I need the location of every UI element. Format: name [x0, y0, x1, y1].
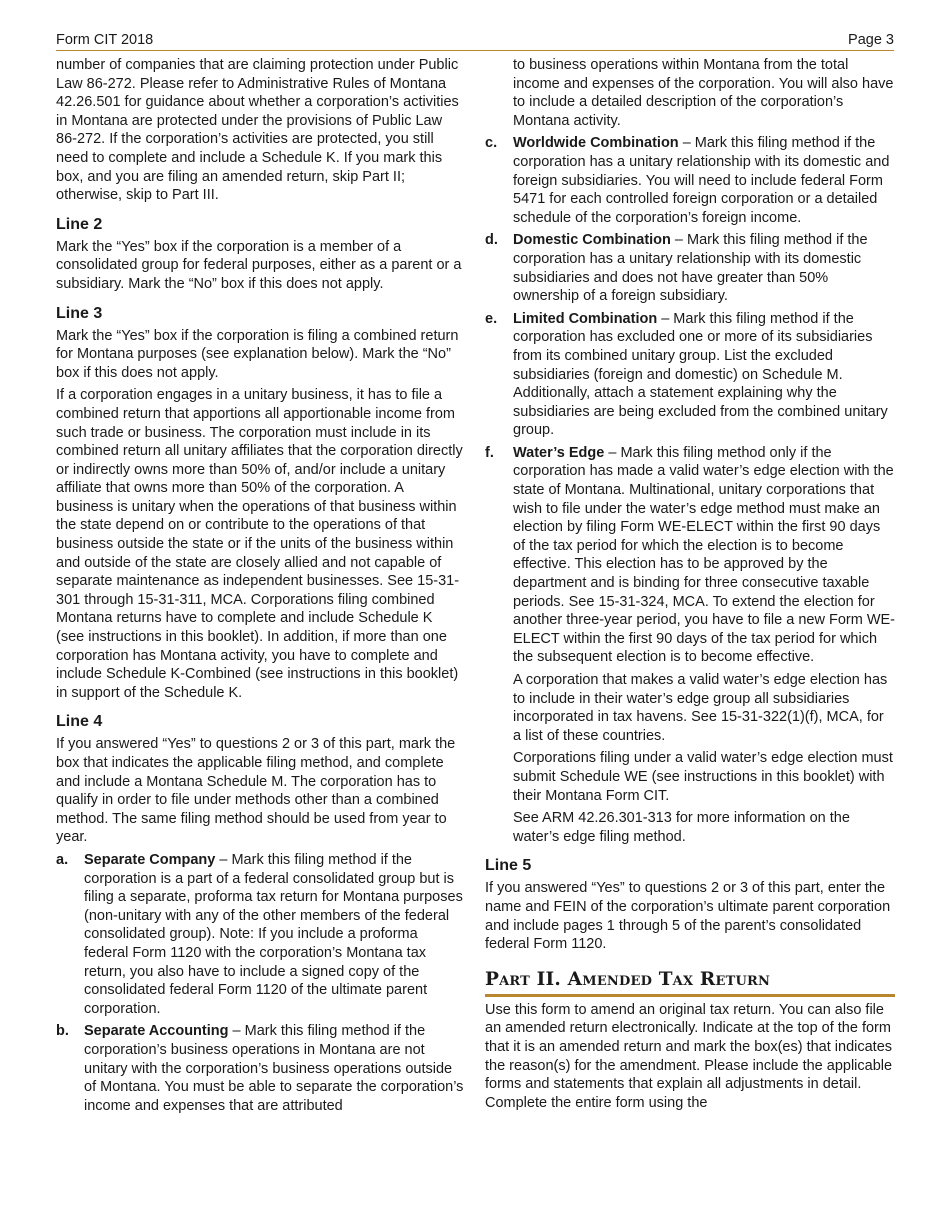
list-item-worldwide-combination [485, 134, 895, 227]
term: Water’s Edge [513, 444, 605, 461]
list-marker: b. [56, 1023, 69, 1040]
list-marker: f. [485, 444, 494, 461]
list-marker: c. [485, 135, 498, 152]
line-3-text: Mark the “Yes” box if the corporation is filing a combined return for Montana purposes (see explanation below). Mark the “No” box if this does not apply. [56, 327, 459, 381]
waters-edge-arm-reference: See ARM 42.26.301-313 for more information on the water’s edge filing method. [513, 810, 850, 845]
left-column [56, 56, 464, 1119]
term: Domestic Combination [513, 232, 671, 249]
term: Separate Accounting [84, 1023, 229, 1040]
list-item-domestic-combination [485, 231, 895, 305]
line-2-heading: Line 2 [56, 215, 103, 233]
list-item-separate-accounting [56, 1022, 464, 1115]
page-header [56, 30, 894, 51]
term: Worldwide Combination [513, 135, 679, 152]
list-marker: a. [56, 851, 69, 868]
waters-edge-tax-havens: A corporation that makes a valid water’s edge election has to include in their water’s edge group all subsidiaries incorporated in tax havens. See 15-31-322(1)(f), MCA, for a list of these countries. [513, 672, 888, 744]
line-5-heading: Line 5 [485, 857, 532, 875]
intro-paragraph: number of companies that are claiming protection under Public Law 86-272. Please refer to Administrative Rules of Montana 42.26.501 for guidance about whether a corporation’s activities in Montana are protected under the provisions of Public Law 86-272. If the corporation’s activities are protected, you still need to complete and include a Schedule K. If you mark this box, and you are filing an amended return, skip Part II; otherwise, skip to Part III. [56, 57, 459, 204]
line-4-text: If you answered “Yes” to questions 2 or 3 of this part, mark the box that indicates the applicable filing method, and complete and include a Montana Schedule M. The corporation has to qualify in order to file under methods other than a combined method. The same filing method should be used from year to year. [56, 736, 456, 846]
separate-accounting-continued: to business operations within Montana from the total income and expenses of the corporation. You will also have to include a detailed description of the corporation’s Montana activity. [513, 57, 894, 129]
term: Separate Company [84, 851, 216, 868]
description: – Mark this filing method if the corporation has a unitary relationship with its domestic and foreign subsidiaries. You will need to include federal Form 5471 for each controlled foreign corporation or a detailed schedule of the corporation’s foreign income. [513, 135, 890, 226]
list-item-waters-edge [485, 444, 895, 667]
list-item-limited-combination [485, 310, 895, 440]
part-2-text: Use this form to amend an original tax return. You can also file an amended return electronically. Indicate at the top of the form that it is an amended return and mark the box(es) that indicates the reason(s) for the amendment. Please include the applicable forms and statements that explain all adjustments in detail. Complete the entire form using the [485, 1001, 893, 1111]
line-4-heading: Line 4 [56, 713, 103, 731]
list-marker: e. [485, 310, 498, 327]
list-marker: d. [485, 232, 498, 249]
description: – Mark this filing method if the corporation is a part of a federal consolidated group but is filing a separate, proforma tax return for Montana purposes (non-unitary with any of the other members of the federal consolidated group). Note: If you include a proforma federal Form 1120 with the corporation’s Montana tax return, you also have to include a signed copy of the consolidated federal Form 1120 of the ultimate parent corporation. [84, 851, 463, 1017]
part-2-heading: Part II. Amended Tax Return [485, 968, 895, 997]
line-5-text: If you answered “Yes” to questions 2 or 3 of this part, enter the name and FEIN of the corporation’s ultimate parent corporation and include pages 1 through 5 of the parent’s consolidated federal Form 1120. [485, 880, 891, 953]
form-title: Form CIT 2018 [56, 32, 154, 48]
list-item-separate-company [56, 851, 464, 1018]
description: – Mark this filing method if the corporation has a unitary relationship with its domestic subsidiaries and does not have greater than 50% ownership of a foreign subsidiary. [513, 232, 868, 305]
line-3-heading: Line 3 [56, 304, 103, 322]
page-number: Page 3 [848, 32, 894, 48]
description: – Mark this filing method only if the corporation has made a valid water’s edge election with the state of Montana. Multinational, unitary corporations that wish to file under the water’s edge method must make an election by filing Form WE-ELECT within the first 90 days of the tax period for which the election is to become effective. This election has to be approved by the department and is binding for three consecutive taxable periods. See 15-31-324, MCA. To extend the election for another three-year period, you have to file a new Form WE-ELECT within the first 90 days of the tax period for which the subsequent election is to become effective. [513, 444, 896, 666]
description: – Mark this filing method if the corporation has excluded one or more of its subsidiaries from its combined unitary group. List the excluded subsidiaries (foreign and domestic) on Schedule M. Additionally, attach a statement explaining why the subsidiaries are being excluded from the combined unitary group. [513, 310, 888, 439]
line-2-text: Mark the “Yes” box if the corporation is a member of a consolidated group for federal purposes, either as a parent or a subsidiary. Mark the “No” box if this does not apply. [56, 238, 462, 292]
line-3-unitary-text: If a corporation engages in a unitary business, it has to file a combined return that apportions all apportionable income from such trade or business. The corporation must include in its combined return all unitary affiliates that the corporation directly or indirectly owns more than 50% of, and/or include a unitary affiliate that owns more than 50% of the corporation. A business is unitary when the operations of that business within the state depend on or contribute to the operations of that business outside the state or if the units of the business within and outside of the state are closely allied and not capable of separate maintenance as independent businesses. See 15-31-301 through 15-31-311, MCA. Corporations filing combined Montana returns have to complete and include Schedule K (see instructions in this booklet). In addition, if more than one corporation has Montana activity, you have to complete and include Schedule K-Combined (see instructions in this booklet) in support of the Schedule K. [56, 387, 463, 701]
term: Limited Combination [513, 310, 658, 327]
description: – Mark this filing method if the corporation’s business operations in Montana are not unitary with the corporation’s business operations outside of Montana. You must be able to separate the corporation’s income and expenses that are attributed [84, 1023, 464, 1114]
right-column [485, 56, 895, 1116]
waters-edge-schedule-we: Corporations filing under a valid water’s edge election must submit Schedule WE (see instructions in this booklet) with their Montana Form CIT. [513, 750, 893, 804]
